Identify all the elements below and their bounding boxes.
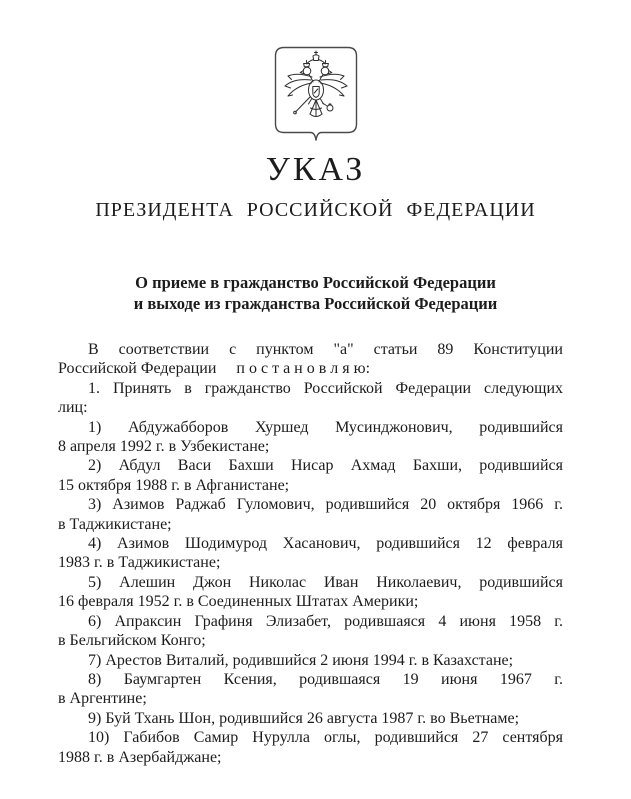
document-title: УКАЗ (265, 151, 366, 188)
paragraph (58, 573, 563, 612)
russian-coat-of-arms-icon (274, 46, 358, 143)
body-line: В соответствии с пунктом "а" статьи 89 Конституции (88, 341, 563, 358)
body-line: 6) Апраксин Графиня Элизабет, родившаяся 4 июня 1958 г. (88, 612, 563, 630)
paragraph (58, 456, 563, 495)
document-subtitle: ПРЕЗИДЕНТА РОССИЙСКОЙ ФЕДЕРАЦИИ (95, 199, 536, 221)
body-line: 10) Габибов Самир Нурулла оглы, родившийся 27 сентября (88, 729, 563, 747)
body-line: 1) Абдужабборов Хуршед Мусинджонович, родившийся (88, 418, 563, 436)
body-line: 3) Азимов Раджаб Гуломович, родившийся 20 октября 1966 г. (88, 496, 563, 514)
body-line: 7) Арестов Виталий, родившийся 2 июня 1994 г. в Казахстане; (88, 651, 514, 669)
paragraph (58, 612, 563, 651)
paragraph (58, 495, 563, 534)
paragraph (58, 340, 563, 379)
body-line: 4) Азимов Шодимурод Хасанович, родившийся 12 февраля (88, 535, 563, 553)
body-line: в Бельгийском Конго; (58, 632, 206, 650)
body-line: Российской Федерации п о с т а н о в л я ю: (58, 360, 371, 378)
document-body (58, 340, 563, 767)
body-line: лиц: (58, 399, 88, 417)
body-line: 16 февраля 1952 г. в Соединенных Штатах Америки; (58, 593, 419, 611)
heading-line-1: О приеме в гражданство Российской Федерации (135, 273, 496, 292)
paragraph (58, 534, 563, 573)
body-line: 2) Абдул Васи Бахши Нисар Ахмад Бахши, родившийся (88, 457, 563, 475)
paragraph (58, 651, 563, 670)
paragraph (58, 379, 563, 418)
paragraph (58, 418, 563, 457)
body-line: 8) Баумгартен Ксения, родившаяся 19 июня 1967 г. (88, 670, 563, 688)
paragraph (58, 670, 563, 709)
heading-line-2: и выходе из гражданства Российской Федерации (133, 294, 498, 313)
body-line: 5) Алешин Джон Николас Иван Николаевич, родившийся (88, 573, 563, 591)
document-heading (0, 272, 631, 314)
emblem (274, 46, 358, 143)
body-line: 9) Буй Тхань Шон, родившийся 26 августа 1987 г. во Вьетнаме; (88, 709, 520, 727)
body-line: 1983 г. в Таджикистане; (58, 554, 221, 572)
body-line: 1988 г. в Азербайджане; (58, 748, 222, 766)
body-line: в Таджикистане; (58, 515, 172, 533)
body-line: в Аргентине; (58, 690, 147, 708)
body-line: 15 октября 1988 г. в Афганистане; (58, 476, 290, 494)
body-line: 8 апреля 1992 г. в Узбекистане; (58, 438, 270, 456)
body-line: 1. Принять в гражданство Российской Федерации следующих (88, 379, 563, 397)
paragraph (58, 728, 563, 767)
paragraph (58, 709, 563, 728)
